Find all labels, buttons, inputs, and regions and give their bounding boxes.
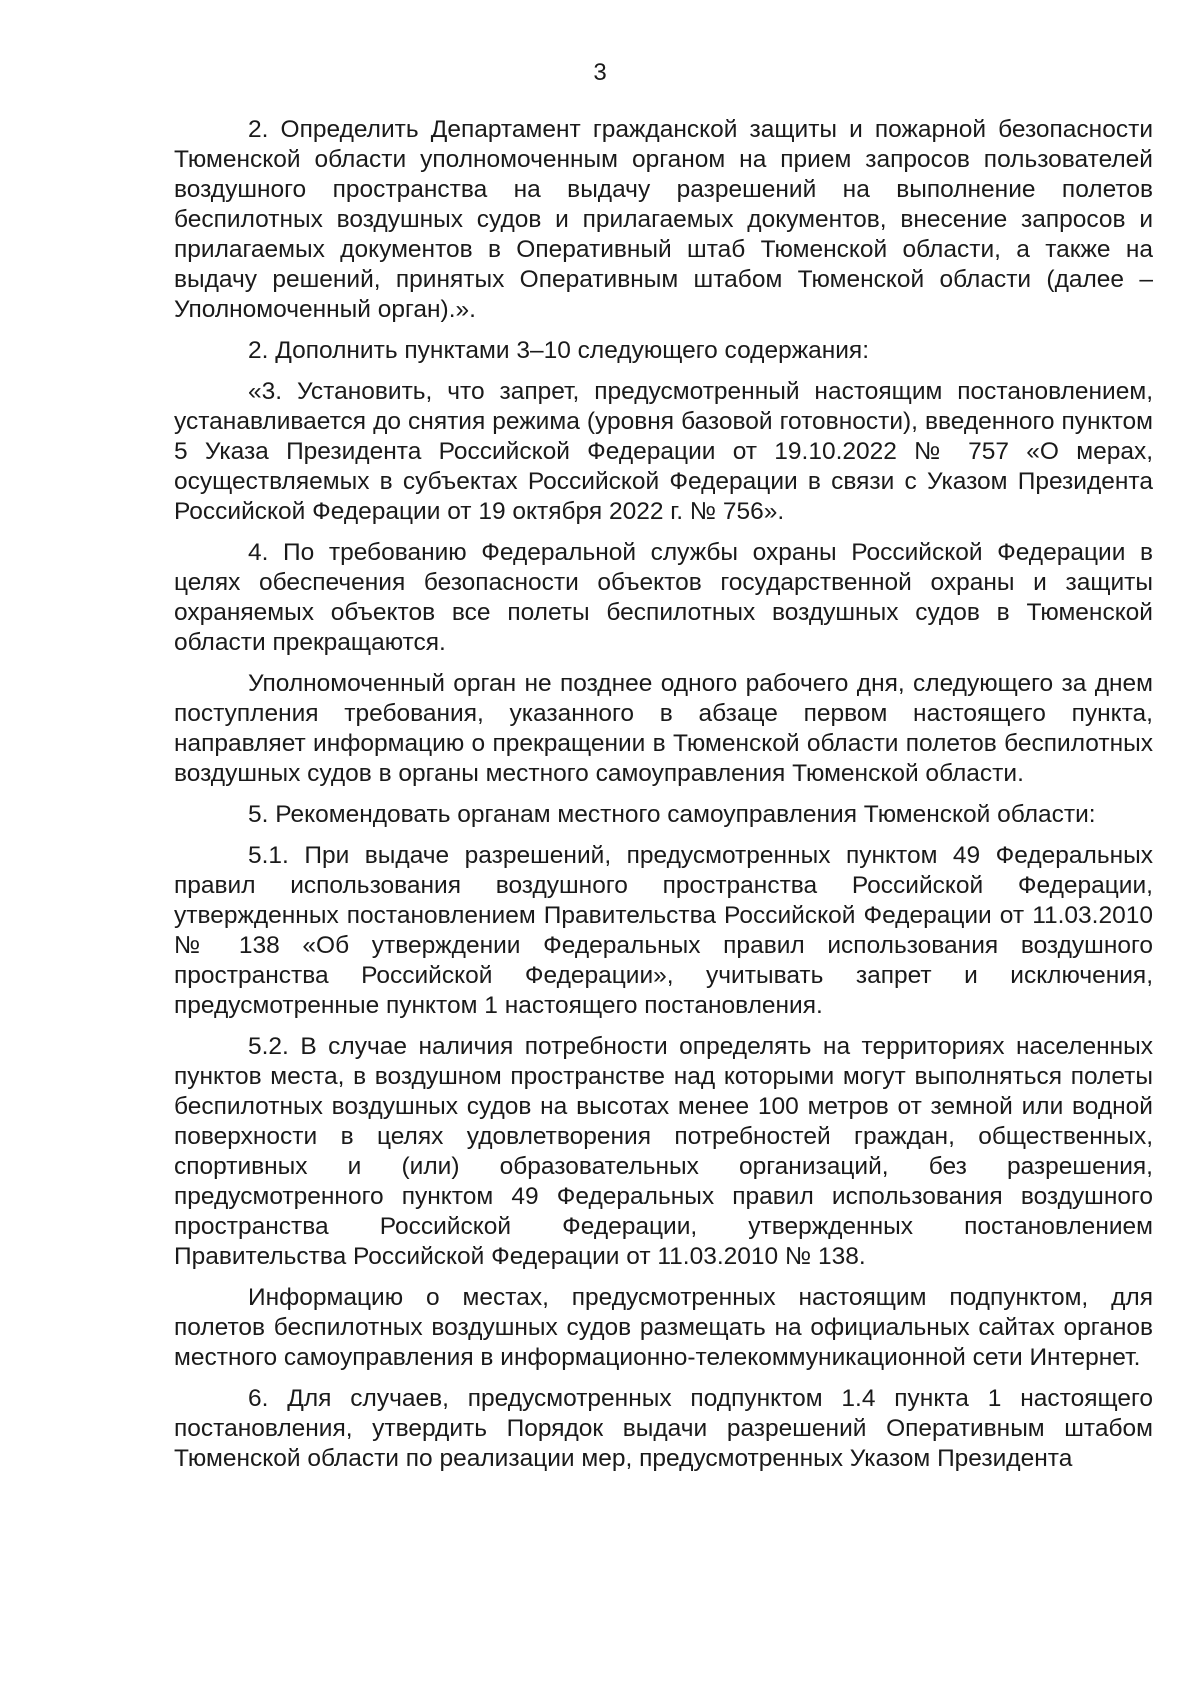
paragraph-4-notification: Уполномоченный орган не позднее одного рабочего дня, следующего за днем поступления требования, указанного в абзаце первом настоящего пункта, направляет информацию о прекращении в Тюменской области полетов беспилотных воздушных судов в органы местного самоуправления Тюменской области.: [174, 670, 1153, 787]
paragraph-2-authorized-body: 2. Определить Департамент гражданской защиты и пожарной безопасности Тюменской области уполномоченным органом на прием запросов пользователей воздушного пространства на выдачу разрешений на выполнение полетов беспилотных воздушных судов и прилагаемых документов, внесение запросов и прилагаемых документов в Оперативный штаб Тюменской области, а также на выдачу решений, принятых Оперативным штабом Тюменской области (далее – Уполномоченный орган).».: [174, 116, 1153, 323]
document-body: [174, 115, 1153, 1485]
paragraph-amendment-items: 2. Дополнить пунктами 3–10 следующего содержания:: [248, 337, 870, 364]
paragraph-5-2-flight-areas: 5.2. В случае наличия потребности определять на территориях населенных пунктов места, в воздушном пространстве над которыми могут выполняться полеты беспилотных воздушных судов на высотах менее 100 метров от земной или водной поверхности в целях удовлетворения потребностей граждан, общественных, спортивных и (или) образовательных организаций, без разрешения, предусмотренного пунктом 49 Федеральных правил использования воздушного пространства Российской Федерации, утвержденных постановлением Правительства Российской Федерации от 11.03.2010 № 138.: [174, 1033, 1153, 1270]
paragraph-6-procedure: 6. Для случаев, предусмотренных подпунктом 1.4 пункта 1 настоящего постановления, утвердить Порядок выдачи разрешений Оперативным штабом Тюменской области по реализации мер, предусмотренных Указом Президента: [174, 1385, 1153, 1472]
paragraph-4-fso-requirement: 4. По требованию Федеральной службы охраны Российской Федерации в целях обеспечения безопасности объектов государственной охраны и защиты охраняемых объектов все полеты беспилотных воздушных судов в Тюменской области прекращаются.: [174, 539, 1153, 656]
paragraph-5-1-permits: 5.1. При выдаче разрешений, предусмотренных пунктом 49 Федеральных правил использования воздушного пространства Российской Федерации, утвержденных постановлением Правительства Российской Федерации от 11.03.2010 № 138 «Об утверждении Федеральных правил использования воздушного пространства Российской Федерации», учитывать запрет и исключения, предусмотренные пунктом 1 настоящего постановления.: [174, 842, 1153, 1019]
paragraph-3-ban-period: «3. Установить, что запрет, предусмотренный настоящим постановлением, устанавливается до снятия режима (уровня базовой готовности), введенного пунктом 5 Указа Президента Российской Федерации от 19.10.2022 № 757 «О мерах, осуществляемых в субъектах Российской Федерации в связи с Указом Президента Российской Федерации от 19 октября 2022 г. № 756».: [174, 378, 1153, 525]
paragraph-5-2-publication: Информацию о местах, предусмотренных настоящим подпунктом, для полетов беспилотных воздушных судов размещать на официальных сайтах органов местного самоуправления в информационно-телекоммуникационной сети Интернет.: [174, 1284, 1153, 1371]
page-number: 3: [593, 59, 607, 86]
paragraph-5-recommend: 5. Рекомендовать органам местного самоуправления Тюменской области:: [248, 801, 1096, 828]
